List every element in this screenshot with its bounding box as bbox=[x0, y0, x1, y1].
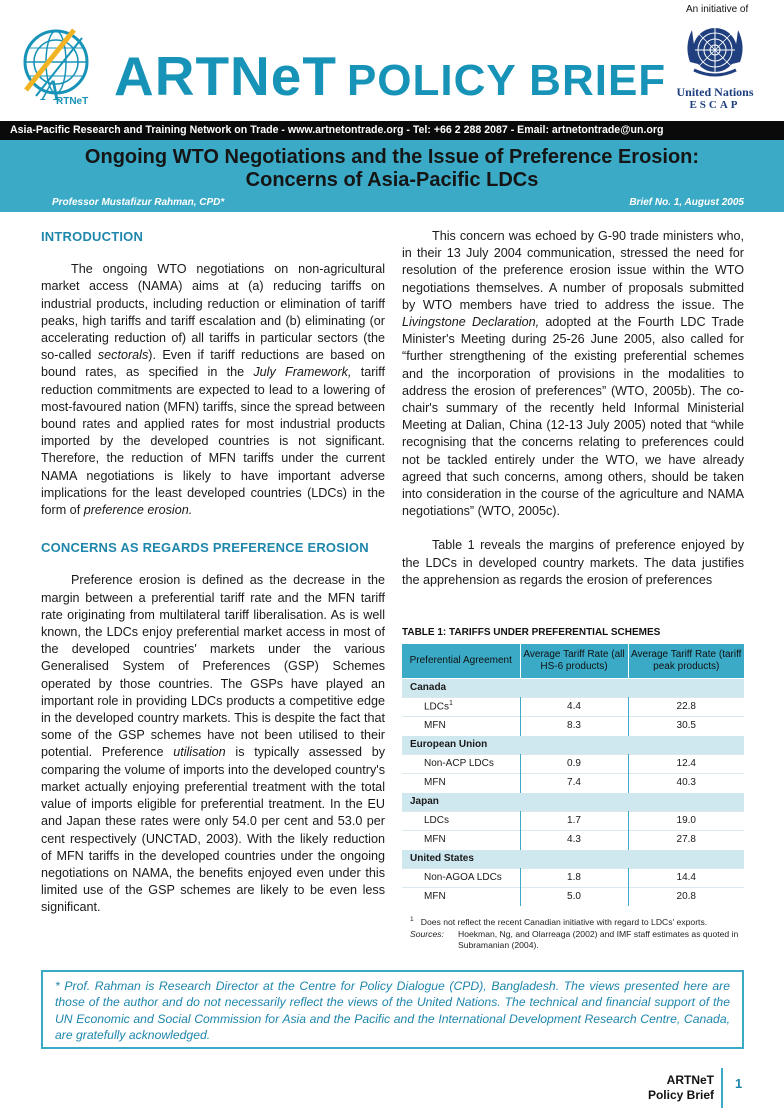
table-row: MFN 7.4 40.3 bbox=[402, 773, 744, 792]
title-line-1: Ongoing WTO Negotiations and the Issue of Preference Erosion: bbox=[84, 146, 700, 168]
table-sources bbox=[410, 929, 750, 951]
tariff-table bbox=[402, 644, 744, 906]
table-row: MFN 8.3 30.5 bbox=[402, 716, 744, 735]
author-disclaimer-box: * Prof. Rahman is Research Director at the Centre for Policy Dialogue (CPD), Bangladesh. The views presented here are those of the author and do not necessarily reflect the views of the United Nations. The technical and financial support of the UN Economic and Social Commission for Asia and the Pacific and the International Development Research Centre, Canada, are gratefully acknowledged. bbox=[41, 970, 744, 1049]
svg-text:A: A bbox=[41, 74, 60, 107]
table-intro-paragraph: Table 1 reveals the margins of preference enjoyed by the LDCs in developed country markets. The data justifies the apprehension as regards the erosion of preferences bbox=[402, 538, 744, 587]
page-number: 1 bbox=[735, 1076, 743, 1091]
sources-label: Sources: bbox=[410, 929, 444, 939]
table-row: MFN 5.0 20.8 bbox=[402, 887, 744, 906]
heading-introduction: INTRODUCTION bbox=[41, 229, 144, 244]
g90-paragraph: This concern was echoed by G-90 trade ministers who, in their 13 July 2004 communication, stressed the need for resolution of the preference erosion issue within the WTO negotiations themselves. A number of proposals submitted by WTO members have tried to address the issue. The Livingstone Declaration, adopted at the Fourth LDC Trade Minister's Meeting during 25-26 June 2005, also called for “further strengthening of the existing preferential schemes and the incorporation of provisions in the modalities to address the erosion of preferences” (WTO, 2005b). The co-chair's summary of the recently held Informal Ministerial Meeting at Dalian, China (12-13 July 2005) noted that “while recognising that the concerns relating to preferences could not be tackled entirely under the WTO, we have already agreed that such concerns, among others, should be taken into consideration in the course of the agriculture and NAMA negotiations” (WTO, 2005c). bbox=[402, 229, 744, 519]
right-column bbox=[402, 228, 744, 589]
un-name: United Nations bbox=[676, 85, 754, 99]
un-emblem-icon bbox=[680, 18, 750, 82]
table-row: MFN 4.3 27.8 bbox=[402, 830, 744, 849]
title-line-2: Concerns of Asia-Pacific LDCs bbox=[245, 169, 539, 191]
table-group-row: Canada bbox=[402, 678, 744, 697]
brief-number: Brief No. 1, August 2005 bbox=[629, 197, 744, 208]
brief-title bbox=[0, 146, 784, 192]
table-header-row bbox=[402, 644, 744, 678]
table-group-row: Japan bbox=[402, 792, 744, 811]
brand-suffix: POLICY BRIEF bbox=[346, 56, 667, 105]
author-byline: Professor Mustafizur Rahman, CPD* bbox=[52, 197, 225, 208]
initiative-label: An initiative of bbox=[686, 4, 749, 15]
header-all-products: Average Tariff Rate (all HS-6 products) bbox=[520, 644, 628, 678]
header-peak-products: Average Tariff Rate (tariff peak products) bbox=[628, 644, 744, 678]
table-group-row: European Union bbox=[402, 735, 744, 754]
sources-text: Hoekman, Ng, and Olarreaga (2002) and IMF staff estimates as quoted in Subramanian (2004). bbox=[458, 929, 739, 950]
header-agreement: Preferential Agreement bbox=[402, 644, 520, 678]
footer-line-1: ARTNeT bbox=[666, 1073, 714, 1087]
brand-title bbox=[114, 44, 666, 108]
un-escap-label bbox=[670, 86, 760, 112]
artnet-logo bbox=[20, 26, 94, 122]
left-column bbox=[41, 228, 385, 917]
table-row: Non-ACP LDCs 0.9 12.4 bbox=[402, 754, 744, 773]
table-group-row: United States bbox=[402, 849, 744, 868]
heading-concerns: CONCERNS AS REGARDS PREFERENCE EROSION bbox=[41, 540, 369, 556]
table-row: LDCs 1.7 19.0 bbox=[402, 811, 744, 830]
logo-wordmark: RTNeT bbox=[56, 96, 89, 107]
footer-line-2: Policy Brief bbox=[647, 1088, 714, 1102]
escap-name: ESCAP bbox=[689, 99, 741, 111]
concerns-paragraph: Preference erosion is defined as the decrease in the margin between a preferential tariff rate and the MFN tariff rate originating from multilateral tariff liberalisation. As is well known, the LDCs enjoy preferential market access in most of the developed countries' markets under the various Generalised System of Preferences (GSP) Schemes operated by those countries. The GSPs have played an important role in providing LDCs products a competitive edge in the developed country markets. This is despite the fact that some of the GSP schemes have not been utilised to their potential. Preference utilisation is typically assessed by comparing the volume of imports into the developed country's market actually enjoying preferential treatment with the total value of imports eligible for preferential treatment. In the EU and Japan these rates were only 54.0 per cent and 53.0 per cent respectively (UNCTAD, 2003). With the likely reduction of MFN tariffs in the developed countries under the ongoing negotiations on NAMA, the benefits enjoyed even under this limited use of the GSP schemes are likely to be even less significant. bbox=[41, 573, 386, 915]
table-footnote: $^1$ Does not reflect the recent Canadian initiative with regard to LDCs' exports. bbox=[410, 916, 708, 927]
contact-bar: Asia-Pacific Research and Training Network on Trade - www.artnetontrade.org - Tel: +66 2 288 2087 - Email: artnetontrade@un.org bbox=[0, 121, 784, 140]
intro-paragraph: The ongoing WTO negotiations on non-agricultural market access (NAMA) aims at (a) reducing tariffs on industrial products, including reduction or elimination of tariff peaks, high tariffs and tariff escalation and (b) eliminating (or accelerating reduction of) all tariffs in particular sectors (the so-called sectorals). Even if tariff reductions are based on bound rates, as specified in the July Framework, tariff reduction commitments are expected to lead to a lowering of most-favoured nation (MFN) tariffs, since the spread between bound rates and applied rates for most industrial products imported by the developed countries is not significant. Therefore, the reduction of MFN tariffs under the current NAMA negotiations is likely to have important adverse implications for the least developed countries (LDCs) in the form of preference erosion. bbox=[41, 262, 386, 518]
table-row: LDCs$^1$ 4.4 22.8 bbox=[402, 697, 744, 716]
table-row: Non-AGOA LDCs 1.8 14.4 bbox=[402, 868, 744, 887]
brand-name: ARTNeT bbox=[114, 45, 337, 107]
artnet-globe-icon bbox=[20, 26, 94, 122]
footer-publication bbox=[640, 1073, 714, 1103]
footer-divider bbox=[721, 1068, 723, 1108]
un-emblem bbox=[680, 18, 750, 82]
table-caption: TABLE 1: TARIFFS UNDER PREFERENTIAL SCHEMES bbox=[402, 627, 661, 638]
